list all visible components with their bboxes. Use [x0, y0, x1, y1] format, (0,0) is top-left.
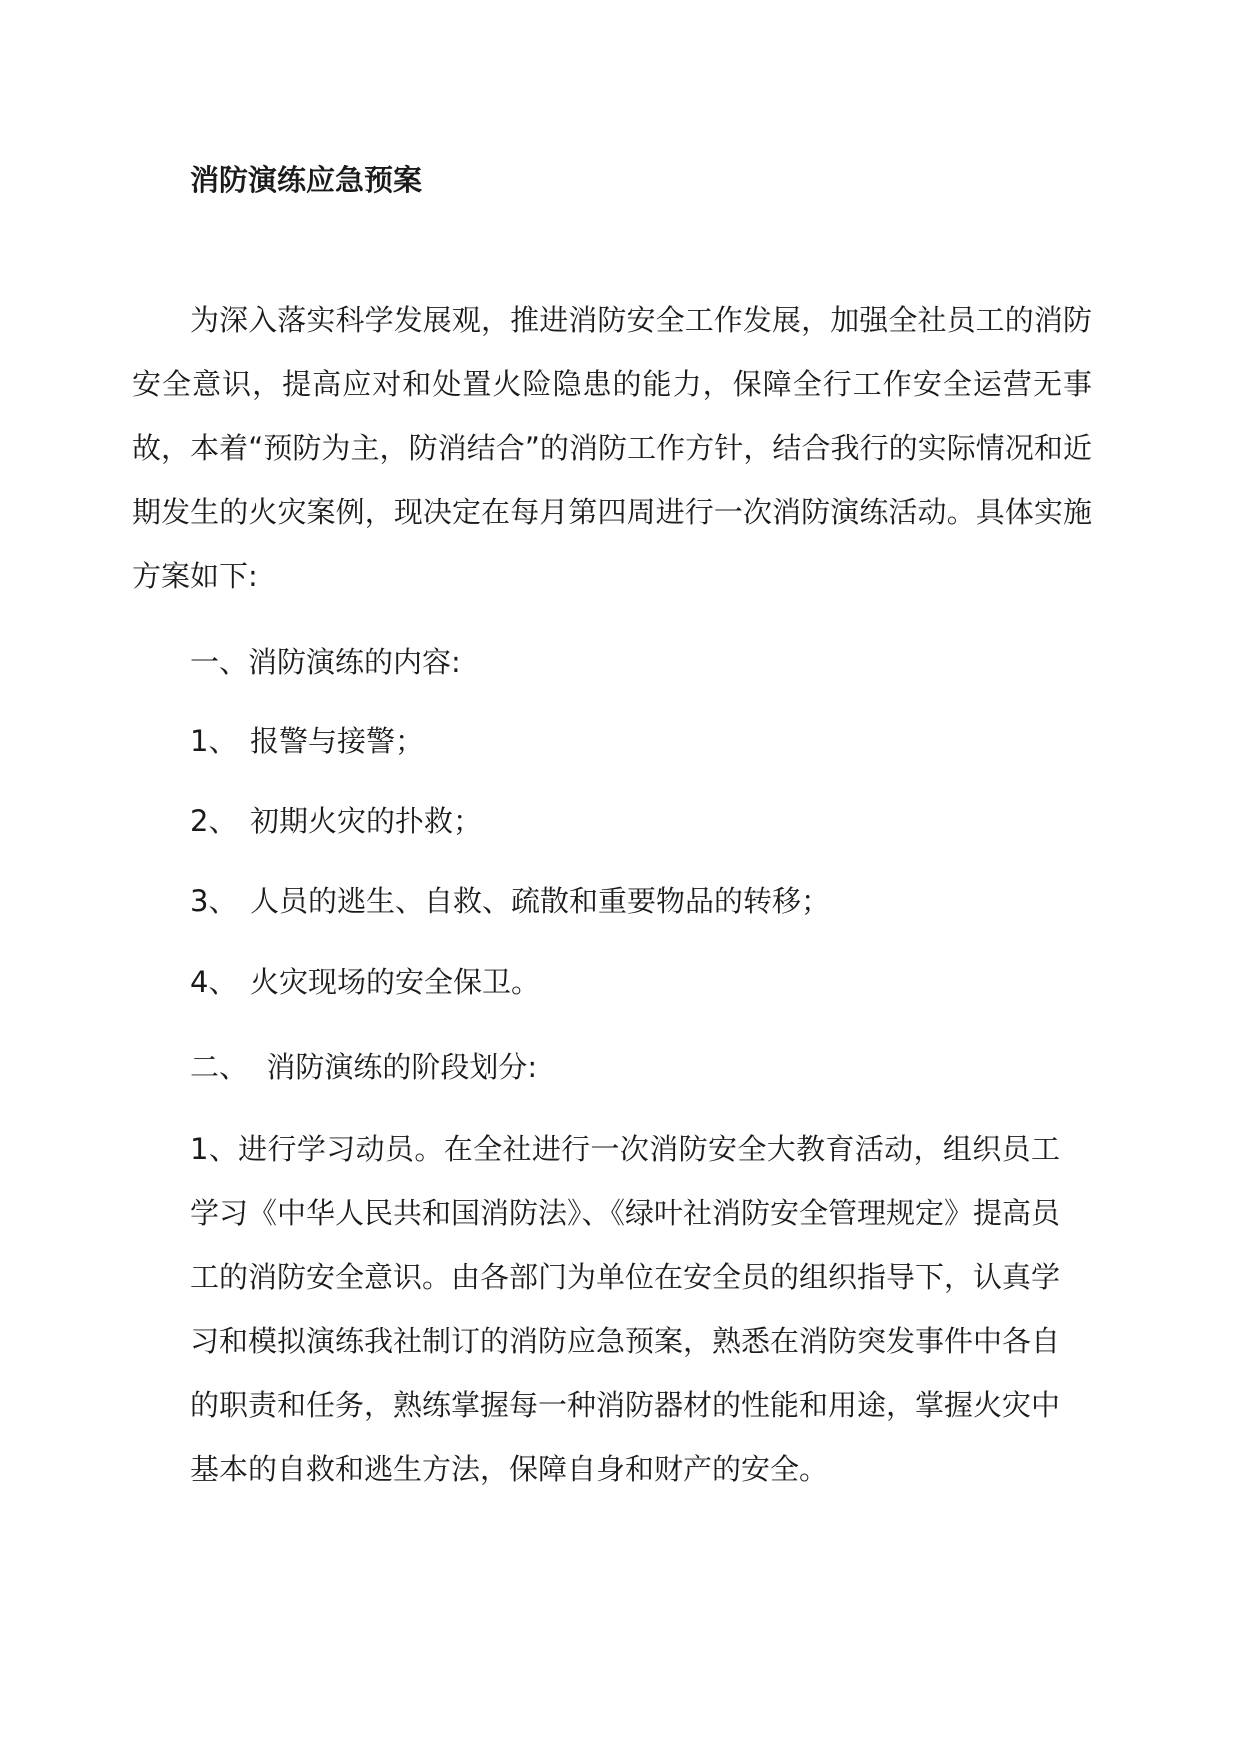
intro-paragraph: 为深入落实科学发展观，推进消防安全工作发展，加强全社员工的消防安全意识，提高应对和处置火险隐患的能力，保障全行工作安全运营无事故，本着“预防为主，防消结合”的消防工作方针，结合我行的实际情况和近期发生的火灾案例，现决定在每月第四周进行一次消防演练活动。具体实施方案如下: [132, 303, 1092, 593]
document-title: 消防演练应急预案 [190, 163, 423, 197]
list-item [190, 789, 482, 853]
phase-paragraph: 1、进行学习动员。在全社进行一次消防安全大教育活动，组织员工学习《中华人民共和国消防法》、《绿叶社消防安全管理规定》提高员工的消防安全意识。由各部门为单位在安全员的组织指导下，认真学习和模拟演练我社制订的消防应急预案，熟悉在消防突发事件中各自的职责和任务，熟练掌握每一种消防器材的性能和用途，掌握火灾中基本的自救和逃生方法，保障自身和财产的安全。 [190, 1132, 1061, 1486]
list-item [190, 869, 830, 933]
list-item-text: 火灾现场的安全保卫。 [250, 965, 541, 999]
list-item-text: 初期火灾的扑救； [250, 804, 483, 838]
section-heading-phases: 二、 消防演练的阶段划分: [190, 1050, 538, 1084]
section-heading-content: 一、消防演练的内容: [190, 645, 461, 679]
list-item-number: 1、 [190, 724, 238, 758]
list-item [190, 950, 540, 1014]
list-item-text: 人员的逃生、自救、疏散和重要物品的转移； [250, 884, 831, 918]
list-item-number: 2、 [190, 804, 238, 838]
list-item-text: 报警与接警； [250, 724, 425, 758]
list-item-number: 3、 [190, 884, 238, 918]
list-item-number: 4、 [190, 965, 238, 999]
list-item [190, 709, 424, 773]
